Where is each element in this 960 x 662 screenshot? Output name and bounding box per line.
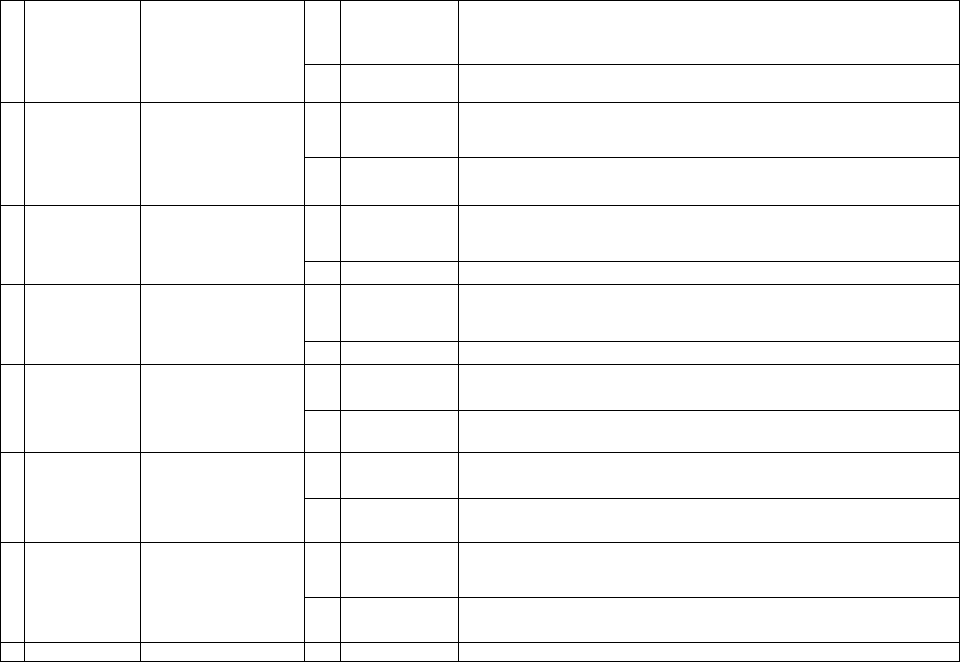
row-border (0, 642, 960, 643)
subrow-border (304, 341, 960, 342)
subrow-border (304, 597, 960, 598)
col-border (340, 0, 341, 662)
subrow-border (304, 64, 960, 65)
col-border (24, 0, 25, 662)
row-border (0, 542, 960, 543)
row-border (0, 0, 960, 1)
subrow-border (304, 157, 960, 158)
row-border (0, 364, 960, 365)
col-border (140, 0, 141, 662)
subrow-border (304, 261, 960, 262)
col-border (458, 0, 459, 662)
row-border (0, 102, 960, 103)
row-border (0, 452, 960, 453)
subrow-border (304, 410, 960, 411)
subrow-border (304, 498, 960, 499)
row-border (0, 205, 960, 206)
col-border (304, 0, 305, 662)
row-border (0, 284, 960, 285)
col-border (0, 0, 1, 662)
